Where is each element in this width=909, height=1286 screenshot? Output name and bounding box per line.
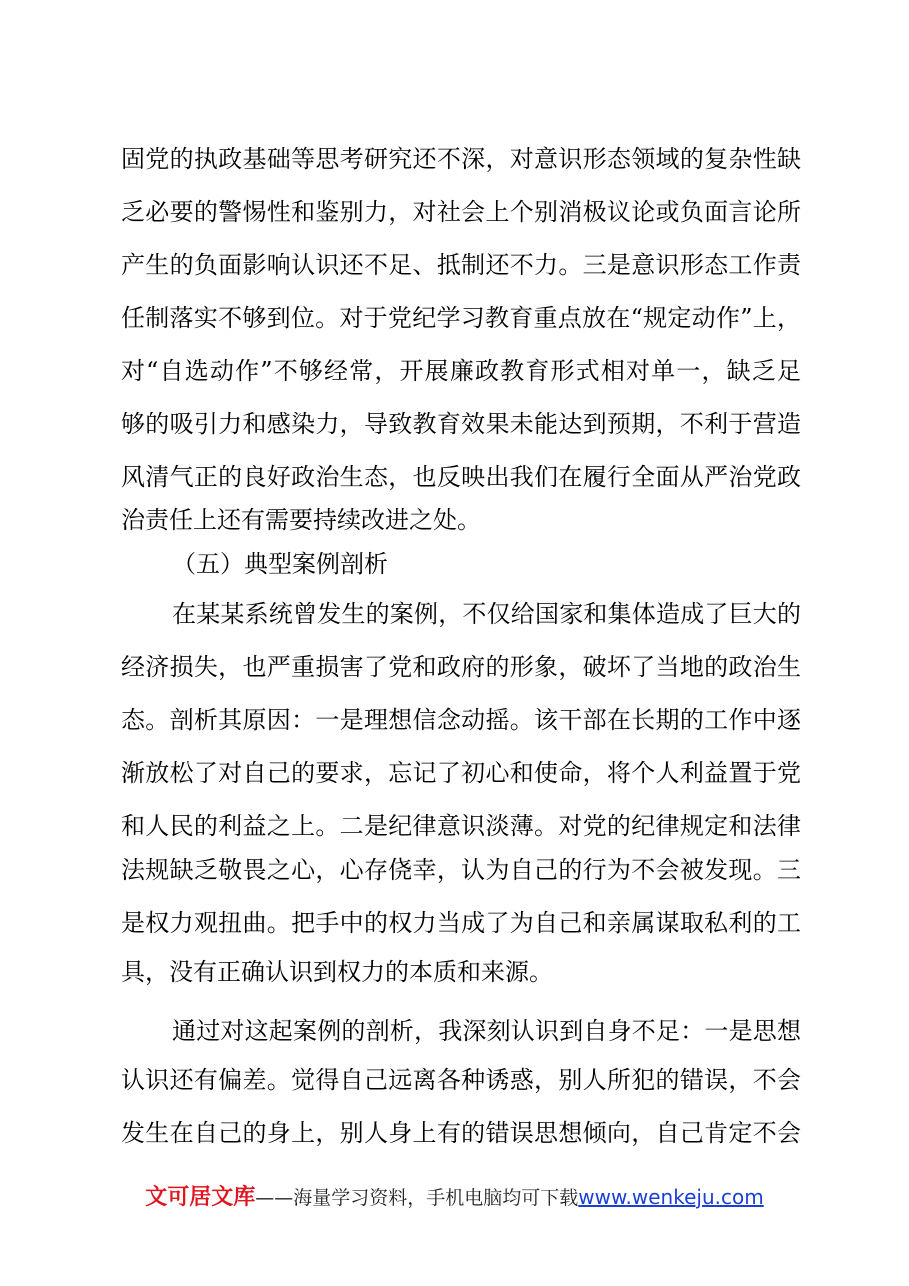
body-text-line: 法规缺乏敬畏之心，心存侥幸，认为自己的行为不会被发现。三 xyxy=(121,856,801,884)
footer-slogan: ——海量学习资料，手机电脑均可下载 xyxy=(255,1187,579,1209)
section-heading: （五）典型案例剖析 xyxy=(172,550,388,578)
body-text-line: 够的吸引力和感染力，导致教育效果未能达到预期，不利于营造 xyxy=(121,410,801,438)
body-text-line: 和人民的利益之上。二是纪律意识淡薄。对党的纪律规定和法律 xyxy=(121,812,801,840)
footer-brand: 文可居文库 xyxy=(145,1185,256,1210)
body-text-line: 通过对这起案例的剖析，我深刻认识到自身不足：一是思想 xyxy=(172,1017,801,1045)
footer-website-link[interactable]: www.wenkeju.com xyxy=(578,1185,764,1209)
body-text-line: 风清气正的良好政治生态，也反映出我们在履行全面从严治党政 xyxy=(121,463,801,491)
body-text-line: 产生的负面影响认识还不足、抵制还不力。三是意识形态工作责 xyxy=(121,251,801,279)
body-text-line: 认识还有偏差。觉得自己远离各种诱惑，别人所犯的错误，不会 xyxy=(121,1066,801,1094)
body-text-line: 固党的执政基础等思考研究还不深，对意识形态领域的复杂性缺 xyxy=(121,145,801,173)
body-text-line: 态。剖析其原因：一是理想信念动摇。该干部在长期的工作中逐 xyxy=(121,706,801,734)
footer-banner xyxy=(0,1180,909,1211)
body-text-line: 渐放松了对自己的要求，忘记了初心和使命，将个人利益置于党 xyxy=(121,759,801,787)
body-text-line: 乏必要的警惕性和鉴别力，对社会上个别消极议论或负面言论所 xyxy=(121,198,801,226)
body-text-line: 经济损失，也严重损害了党和政府的形象，破坏了当地的政治生 xyxy=(121,653,801,681)
body-text-line: 是权力观扭曲。把手中的权力当成了为自己和亲属谋取私利的工 xyxy=(121,909,801,937)
body-text-line: 对“自选动作”不够经常，开展廉政教育形式相对单一，缺乏足 xyxy=(121,357,801,385)
body-text-line: 任制落实不够到位。对于党纪学习教育重点放在“规定动作”上， xyxy=(121,304,801,332)
body-text-line: 发生在自己的身上，别人身上有的错误思想倾向，自己肯定不会 xyxy=(121,1119,801,1147)
body-text-line: 具，没有正确认识到权力的本质和来源。 xyxy=(121,958,553,986)
body-text-line: 在某某系统曾发生的案例，不仅给国家和集体造成了巨大的 xyxy=(172,600,801,628)
body-text-line: 治责任上还有需要持续改进之处。 xyxy=(121,506,481,534)
